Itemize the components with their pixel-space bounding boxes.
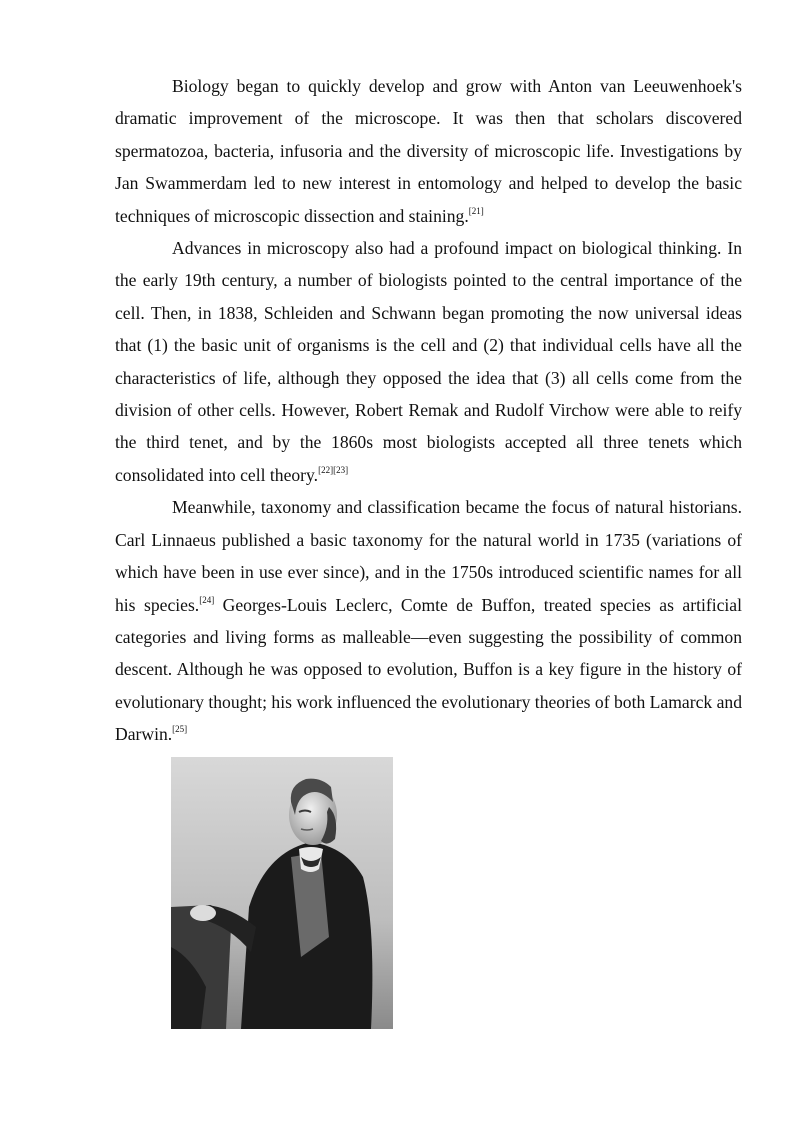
portrait-photo bbox=[171, 757, 393, 1029]
citation-ref[interactable]: [25] bbox=[172, 724, 188, 735]
paragraph-taxonomy bbox=[115, 491, 742, 750]
paragraph-text: Biology began to quickly develop and grow with Anton van Leeuwenhoek's dramatic improvement of the microscope. It was then that scholars discovered spermatozoa, bacteria, infusoria and the diversity of microscopic life. Investigations by Jan Swammerdam led to new interest in entomology and helped to develop the basic techniques of microscopic dissection and staining. bbox=[115, 76, 742, 226]
paragraph-microscope bbox=[115, 70, 742, 232]
paragraph-text: Georges-Louis Leclerc, Comte de Buffon, treated species as artificial categories and living forms as malleable—even suggesting the possibility of common descent. Although he was opposed to evolution, Buffon is a key figure in the history of evolutionary thought; his work influenced the evolutionary theories of both Lamarck and Darwin. bbox=[115, 594, 742, 745]
citation-ref[interactable]: [21] bbox=[468, 205, 484, 216]
citation-ref[interactable]: [24] bbox=[199, 594, 215, 605]
paragraph-cell-theory bbox=[115, 232, 742, 491]
citation-ref[interactable]: [22][23] bbox=[318, 464, 349, 475]
document-body bbox=[115, 70, 742, 751]
paragraph-text: Advances in microscopy also had a profound impact on biological thinking. In the early 19th century, a number of biologists pointed to the central importance of the cell. Then, in 1838, Schleiden and Schwann began promoting the now universal ideas that (1) the basic unit of organisms is the cell and (2) that individual cells have all the characteristics of life, although they opposed the idea that (3) all cells come from the division of other cells. However, Robert Remak and Rudolf Virchow were able to reify the third tenet, and by the 1860s most biologists accepted all three tenets which consolidated into cell theory. bbox=[115, 238, 742, 485]
portrait-illustration bbox=[171, 757, 393, 1029]
paragraph-text: Meanwhile, taxonomy and classification became the focus of natural historians. Carl Linnaeus published a basic taxonomy for the natural world in 1735 (variations of which have been in use ever since), and in the 1750s introduced scientific names for all his species. bbox=[115, 497, 742, 615]
